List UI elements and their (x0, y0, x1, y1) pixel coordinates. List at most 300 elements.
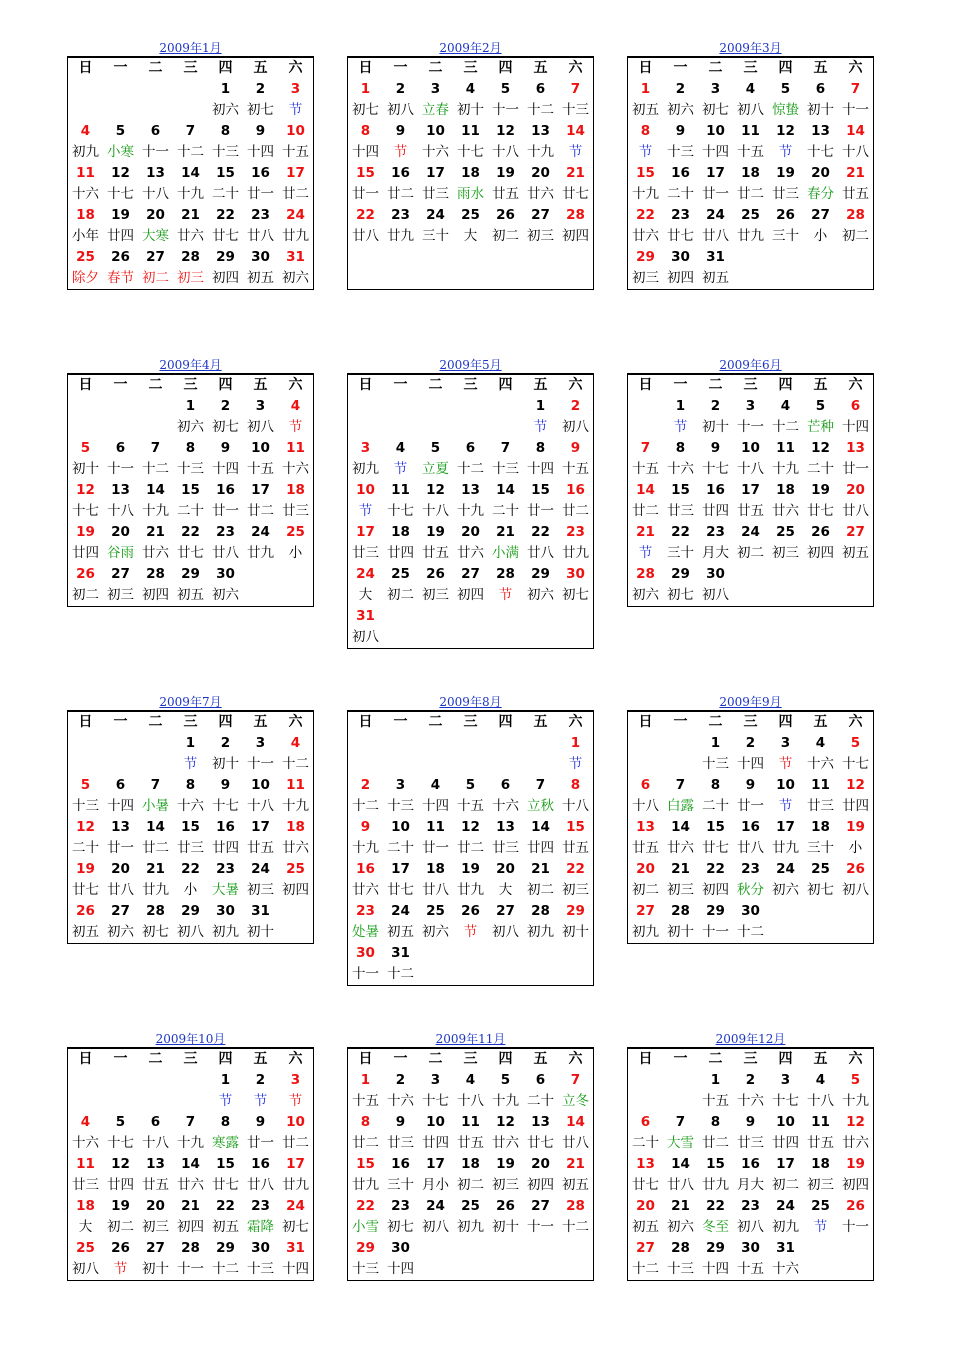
date-row (68, 522, 313, 543)
lunar-label: 初六 (107, 924, 134, 940)
weekday-header (348, 1049, 593, 1070)
lunar-label: 冬至 (702, 1219, 729, 1235)
day-number: 19 (811, 482, 830, 498)
day-number: 20 (636, 1198, 655, 1214)
lunar-label: 谷雨 (107, 545, 134, 561)
lunar-label: 初七 (702, 102, 729, 118)
date-row (628, 733, 873, 754)
day-number: 3 (780, 735, 791, 751)
lunar-label (68, 754, 103, 775)
day-number: 6 (640, 777, 651, 793)
weekday-label: 五 (813, 1051, 828, 1067)
lunar-label: 初七 (387, 1219, 414, 1235)
lunar-label: 初五 (632, 1219, 659, 1235)
lunar-row (68, 838, 313, 859)
day-number (418, 733, 453, 754)
lunar-label: 十八 (142, 186, 169, 202)
lunar-label: 节 (218, 1093, 233, 1109)
lunar-label: 廿四 (422, 1135, 449, 1151)
lunar-label: 十四 (107, 798, 134, 814)
day-number: 10 (356, 482, 375, 498)
day-number (138, 733, 173, 754)
lunar-label: 大寒 (142, 228, 169, 244)
day-number: 28 (636, 566, 655, 582)
weekday-label: 五 (813, 60, 828, 76)
lunar-label: 节 (463, 924, 478, 940)
lunar-label: 初八 (492, 924, 519, 940)
lunar-label: 廿八 (247, 1177, 274, 1193)
month-title[interactable]: 2009年3月 (719, 41, 782, 55)
lunar-label: 廿八 (842, 503, 869, 519)
day-number: 29 (216, 249, 235, 265)
date-row (68, 564, 313, 585)
lunar-row (628, 226, 873, 247)
weekday-label: 五 (253, 714, 268, 730)
lunar-label: 初二 (387, 587, 414, 603)
day-number: 20 (461, 524, 480, 540)
lunar-label (663, 1091, 698, 1112)
day-number: 3 (780, 1072, 791, 1088)
day-number: 17 (741, 482, 760, 498)
lunar-label: 十一 (492, 102, 519, 118)
lunar-row (68, 417, 313, 438)
month-calendar (347, 694, 594, 986)
weekday-label: 一 (393, 377, 408, 393)
lunar-label: 廿五 (632, 840, 659, 856)
day-number: 17 (286, 1156, 305, 1172)
lunar-label: 初九 (212, 924, 239, 940)
day-number: 4 (465, 1072, 476, 1088)
day-number: 10 (706, 123, 725, 139)
lunar-label: 雨水 (457, 186, 484, 202)
lunar-label: 初七 (247, 102, 274, 118)
lunar-label (278, 922, 313, 943)
weekday-label: 二 (148, 60, 163, 76)
day-number: 14 (566, 1114, 585, 1130)
weekday-label: 四 (498, 1051, 513, 1067)
day-number (348, 396, 383, 417)
weekday-label: 五 (253, 60, 268, 76)
month-title[interactable]: 2009年6月 (719, 358, 782, 372)
date-row (628, 901, 873, 922)
lunar-label: 大雪 (667, 1135, 694, 1151)
day-number: 17 (776, 819, 795, 835)
day-number: 22 (531, 524, 550, 540)
lunar-label: 廿一 (702, 186, 729, 202)
lunar-label: 初三 (807, 1177, 834, 1193)
lunar-label: 廿一 (212, 503, 239, 519)
lunar-label (418, 964, 453, 985)
weekday-label: 一 (673, 60, 688, 76)
lunar-label (418, 268, 453, 289)
lunar-label: 初二 (72, 587, 99, 603)
weekday-label: 三 (743, 377, 758, 393)
month-title[interactable]: 2009年9月 (719, 695, 782, 709)
lunar-label: 十八 (807, 1093, 834, 1109)
lunar-label: 初十 (72, 461, 99, 477)
lunar-label: 初六 (422, 924, 449, 940)
day-number: 6 (535, 81, 546, 97)
lunar-row (628, 1259, 873, 1280)
lunar-label: 十六 (72, 186, 99, 202)
lunar-row (68, 184, 313, 205)
date-row (68, 163, 313, 184)
lunar-label: 十二 (457, 461, 484, 477)
day-number: 14 (181, 1156, 200, 1172)
weekday-label: 日 (638, 60, 653, 76)
lunar-label (488, 964, 523, 985)
day-number: 5 (780, 81, 791, 97)
month-title[interactable]: 2009年1月 (159, 41, 222, 55)
lunar-label: 小年 (72, 228, 99, 244)
lunar-label: 廿六 (142, 545, 169, 561)
lunar-label (488, 754, 523, 775)
day-number: 14 (846, 123, 865, 139)
lunar-label (488, 627, 523, 648)
day-number: 5 (500, 1072, 511, 1088)
month-grid (347, 373, 594, 649)
date-row (68, 396, 313, 417)
day-number: 25 (461, 1198, 480, 1214)
day-number (103, 79, 138, 100)
month-title[interactable]: 2009年7月 (159, 695, 222, 709)
lunar-label: 廿七 (387, 882, 414, 898)
day-number: 15 (636, 165, 655, 181)
day-number (138, 396, 173, 417)
lunar-label (418, 627, 453, 648)
lunar-label (628, 417, 663, 438)
lunar-label: 初四 (282, 882, 309, 898)
lunar-label: 十一 (107, 461, 134, 477)
lunar-label: 初十 (807, 102, 834, 118)
lunar-label: 廿六 (632, 228, 659, 244)
weekday-label: 六 (848, 377, 863, 393)
lunar-row (348, 142, 593, 163)
day-number: 21 (671, 861, 690, 877)
weekday-label: 六 (288, 1051, 303, 1067)
day-number: 10 (741, 440, 760, 456)
lunar-label: 十三 (177, 461, 204, 477)
lunar-label: 二十 (212, 186, 239, 202)
lunar-label: 十七 (457, 144, 484, 160)
weekday-label: 二 (428, 714, 443, 730)
lunar-label: 初八 (352, 629, 379, 645)
weekday-header (628, 712, 873, 733)
day-number: 17 (251, 482, 270, 498)
lunar-label: 初七 (807, 882, 834, 898)
date-row (628, 438, 873, 459)
month-grid (67, 56, 314, 290)
day-number: 1 (185, 398, 196, 414)
weekday-label: 二 (708, 377, 723, 393)
day-number (243, 564, 278, 585)
lunar-label: 立冬 (562, 1093, 589, 1109)
lunar-label: 初六 (527, 587, 554, 603)
lunar-label (103, 417, 138, 438)
date-row (68, 1070, 313, 1091)
lunar-label (768, 268, 803, 289)
lunar-label (768, 585, 803, 606)
day-number: 16 (671, 165, 690, 181)
lunar-label (173, 1091, 208, 1112)
day-number (68, 396, 103, 417)
month-title[interactable]: 2009年8月 (439, 695, 502, 709)
day-number: 10 (776, 1114, 795, 1130)
day-number: 24 (251, 861, 270, 877)
day-number: 21 (146, 524, 165, 540)
month-calendar (627, 40, 874, 290)
day-number: 3 (745, 398, 756, 414)
day-number: 17 (356, 524, 375, 540)
day-number: 5 (850, 735, 861, 751)
day-number: 11 (286, 777, 305, 793)
lunar-label (103, 100, 138, 121)
day-number: 1 (360, 81, 371, 97)
lunar-label: 初六 (212, 587, 239, 603)
lunar-label: 初十 (492, 1219, 519, 1235)
day-number (68, 79, 103, 100)
day-number: 29 (706, 903, 725, 919)
lunar-label (838, 1259, 873, 1280)
day-number: 11 (811, 1114, 830, 1130)
day-number: 18 (391, 524, 410, 540)
lunar-label: 三十 (387, 1177, 414, 1193)
lunar-label: 十六 (772, 1261, 799, 1277)
month-title[interactable]: 2009年2月 (439, 41, 502, 55)
lunar-label: 初五 (72, 924, 99, 940)
day-number: 4 (465, 81, 476, 97)
lunar-label: 初三 (142, 1219, 169, 1235)
lunar-label: 十一 (177, 1261, 204, 1277)
lunar-label: 初六 (667, 1219, 694, 1235)
month-calendar (627, 1031, 874, 1281)
day-number: 31 (706, 249, 725, 265)
lunar-label: 廿八 (212, 545, 239, 561)
lunar-label: 惊蛰 (772, 102, 799, 118)
lunar-label: 廿六 (667, 840, 694, 856)
weekday-label: 二 (148, 1051, 163, 1067)
weekday-label: 六 (568, 377, 583, 393)
lunar-label: 十五 (562, 461, 589, 477)
day-number: 16 (251, 165, 270, 181)
weekday-header (68, 375, 313, 396)
lunar-label: 十六 (177, 798, 204, 814)
lunar-label: 十八 (632, 798, 659, 814)
lunar-label: 节 (183, 756, 198, 772)
lunar-label: 初六 (632, 587, 659, 603)
lunar-label: 初六 (282, 270, 309, 286)
lunar-label: 廿六 (177, 1177, 204, 1193)
lunar-label: 节 (498, 587, 513, 603)
lunar-label: 十五 (632, 461, 659, 477)
lunar-label: 霜降 (247, 1219, 274, 1235)
day-number: 1 (220, 1072, 231, 1088)
lunar-label: 廿一 (247, 1135, 274, 1151)
day-number: 5 (465, 777, 476, 793)
lunar-label: 十九 (527, 144, 554, 160)
date-row (68, 438, 313, 459)
day-number: 24 (706, 207, 725, 223)
day-number: 31 (391, 945, 410, 961)
lunar-label (453, 754, 488, 775)
day-number: 11 (811, 777, 830, 793)
day-number: 1 (675, 398, 686, 414)
lunar-label: 初九 (352, 461, 379, 477)
lunar-label: 初二 (492, 228, 519, 244)
lunar-label: 初二 (632, 882, 659, 898)
lunar-row (348, 922, 593, 943)
lunar-label (348, 268, 383, 289)
lunar-label (523, 964, 558, 985)
day-number (383, 733, 418, 754)
lunar-label: 廿二 (632, 503, 659, 519)
day-number: 6 (150, 1114, 161, 1130)
day-number (838, 901, 873, 922)
lunar-row (348, 226, 593, 247)
lunar-label: 十四 (422, 798, 449, 814)
weekday-label: 六 (848, 60, 863, 76)
day-number: 27 (461, 566, 480, 582)
lunar-label: 节 (253, 1093, 268, 1109)
day-number: 19 (461, 861, 480, 877)
lunar-label: 廿三 (737, 1135, 764, 1151)
lunar-label: 十二 (177, 144, 204, 160)
lunar-label: 节 (358, 503, 373, 519)
day-number: 25 (76, 1240, 95, 1256)
lunar-label: 十三 (667, 144, 694, 160)
month-calendar (67, 1031, 314, 1281)
lunar-label: 廿三 (282, 503, 309, 519)
month-grid (347, 1047, 594, 1281)
day-number: 1 (220, 81, 231, 97)
lunar-label: 白露 (667, 798, 694, 814)
lunar-label: 廿九 (352, 1177, 379, 1193)
month-title[interactable]: 2009年12月 (715, 1032, 786, 1046)
lunar-label: 小满 (492, 545, 519, 561)
day-number: 28 (531, 903, 550, 919)
weekday-label: 三 (183, 714, 198, 730)
weekday-label: 四 (498, 60, 513, 76)
month-title[interactable]: 2009年10月 (155, 1032, 226, 1046)
lunar-label: 十八 (737, 461, 764, 477)
day-number (173, 79, 208, 100)
lunar-label: 十二 (737, 924, 764, 940)
lunar-label: 十八 (247, 798, 274, 814)
day-number: 2 (745, 1072, 756, 1088)
date-row (628, 1196, 873, 1217)
lunar-row (628, 142, 873, 163)
lunar-label (453, 1259, 488, 1280)
lunar-row (628, 501, 873, 522)
lunar-label: 廿三 (352, 545, 379, 561)
lunar-label (453, 268, 488, 289)
lunar-label: 十二 (142, 461, 169, 477)
month-title[interactable]: 2009年4月 (159, 358, 222, 372)
date-row (628, 1154, 873, 1175)
day-number (628, 396, 663, 417)
lunar-label (663, 754, 698, 775)
day-number: 23 (216, 861, 235, 877)
day-number: 1 (570, 735, 581, 751)
lunar-label: 十四 (702, 144, 729, 160)
day-number: 1 (360, 1072, 371, 1088)
day-number: 9 (220, 440, 231, 456)
weekday-label: 一 (393, 714, 408, 730)
lunar-label (453, 417, 488, 438)
day-number: 5 (500, 81, 511, 97)
day-number: 17 (391, 861, 410, 877)
lunar-label: 十六 (807, 756, 834, 772)
lunar-label: 初七 (282, 1219, 309, 1235)
lunar-label: 初五 (562, 1177, 589, 1193)
lunar-label (628, 1091, 663, 1112)
day-number: 20 (496, 861, 515, 877)
day-number: 6 (150, 123, 161, 139)
day-number (523, 1238, 558, 1259)
day-number: 25 (426, 903, 445, 919)
lunar-label: 十八 (422, 503, 449, 519)
day-number: 11 (426, 819, 445, 835)
date-row (68, 817, 313, 838)
date-row (628, 163, 873, 184)
lunar-row (348, 880, 593, 901)
day-number: 11 (286, 440, 305, 456)
lunar-label: 十三 (492, 461, 519, 477)
lunar-label: 初八 (737, 102, 764, 118)
day-number (138, 1070, 173, 1091)
lunar-label: 廿六 (772, 503, 799, 519)
lunar-row (348, 838, 593, 859)
lunar-label: 十一 (352, 966, 379, 982)
day-number: 13 (531, 123, 550, 139)
lunar-label: 廿六 (457, 545, 484, 561)
lunar-label: 十一 (737, 419, 764, 435)
day-number: 12 (811, 440, 830, 456)
day-number: 22 (566, 861, 585, 877)
day-number: 29 (706, 1240, 725, 1256)
day-number: 14 (636, 482, 655, 498)
lunar-label: 十二 (632, 1261, 659, 1277)
day-number: 27 (111, 903, 130, 919)
lunar-row (68, 754, 313, 775)
day-number: 28 (566, 1198, 585, 1214)
lunar-label (68, 417, 103, 438)
month-title[interactable]: 2009年11月 (435, 1032, 506, 1046)
day-number (68, 733, 103, 754)
weekday-label: 三 (463, 60, 478, 76)
lunar-label: 初二 (142, 270, 169, 286)
day-number: 18 (76, 1198, 95, 1214)
lunar-label: 二十 (177, 503, 204, 519)
day-number: 20 (146, 207, 165, 223)
month-title[interactable]: 2009年5月 (439, 358, 502, 372)
lunar-row (348, 459, 593, 480)
lunar-label: 廿五 (247, 840, 274, 856)
lunar-label: 十六 (387, 1093, 414, 1109)
lunar-label (628, 754, 663, 775)
day-number: 13 (496, 819, 515, 835)
lunar-label: 初四 (457, 587, 484, 603)
lunar-row (68, 100, 313, 121)
weekday-label: 四 (778, 60, 793, 76)
day-number (453, 943, 488, 964)
day-number (803, 901, 838, 922)
month-grid (627, 373, 874, 607)
lunar-label: 大 (463, 228, 478, 244)
lunar-label: 廿七 (807, 503, 834, 519)
day-number: 4 (290, 735, 301, 751)
lunar-label (803, 268, 838, 289)
